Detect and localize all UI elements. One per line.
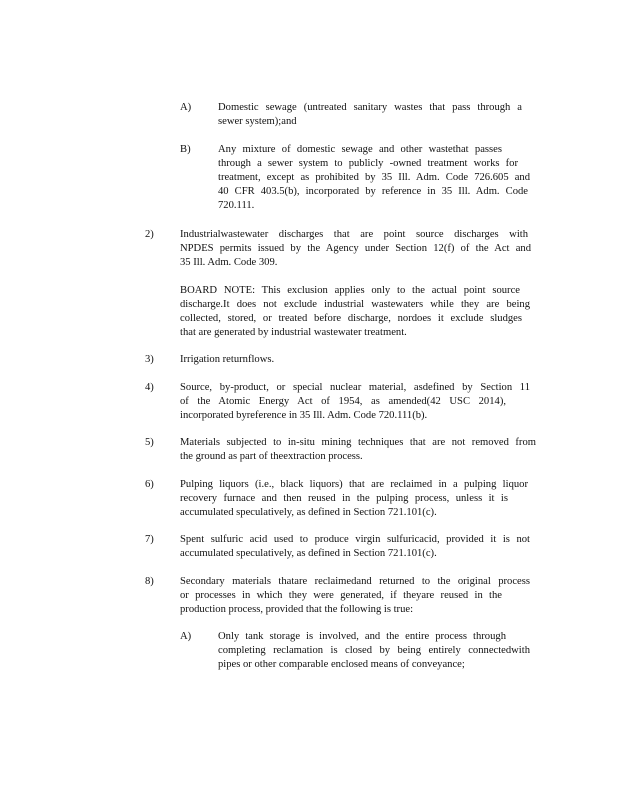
item-text: 720.111. (218, 200, 255, 211)
item-label: 4) (145, 382, 154, 393)
item-text: Irrigation returnflows. (180, 354, 275, 365)
item-label: 2) (145, 229, 154, 240)
item-text: 35 Ill. Adm. Code 309. (180, 257, 278, 268)
item-text: Domestic sewage (untreated sanitary wastes that pass through a (218, 102, 522, 113)
item-text: Materials subjected to in-situ mining techniques that are not removed from (180, 437, 536, 448)
note-text: discharge.It does not exclude industrial wastewaters while they are being (180, 299, 530, 310)
item-text: or processes in which they were generated, if theyare reused in the (180, 590, 502, 601)
item-text: accumulated speculatively, as defined in Section 721.101(c). (180, 548, 437, 559)
item-label: B) (180, 144, 191, 155)
note-text: collected, stored, or treated before discharge, nordoes it exclude sludges (180, 313, 522, 324)
item-text: of the Atomic Energy Act of 1954, as amended(42 USC 2014), (180, 396, 506, 407)
note-text: that are generated by industrial wastewater treatment. (180, 327, 407, 338)
item-label: 7) (145, 534, 154, 545)
item-label: 8) (145, 576, 154, 587)
item-text: incorporated byreference in 35 Ill. Adm. Code 720.111(b). (180, 410, 428, 421)
item-text: pipes or other comparable enclosed means of conveyance; (218, 659, 465, 670)
item-text: Secondary materials thatare reclaimedand returned to the original process (180, 576, 530, 587)
item-text: completing reclamation is closed by being entirely connectedwith (218, 645, 530, 656)
item-label: A) (180, 631, 192, 642)
item-text: Spent sulfuric acid used to produce virgin sulfuricacid, provided it is not (180, 534, 530, 545)
item-text: Only tank storage is involved, and the entire process through (218, 631, 506, 642)
item-text: production process, provided that the following is true: (180, 604, 414, 615)
item-text: sewer system);and (218, 116, 297, 127)
item-text: Pulping liquors (i.e., black liquors) that are reclaimed in a pulping liquor (180, 479, 528, 490)
item-label: A) (180, 102, 192, 113)
item-label: 6) (145, 479, 154, 490)
item-label: 3) (145, 354, 154, 365)
item-label: 5) (145, 437, 154, 448)
item-text: treatment, except as prohibited by 35 Ill. Adm. Code 726.605 and (218, 172, 530, 183)
item-text: recovery furnace and then reused in the pulping process, unless it is (180, 493, 508, 504)
item-text: Industrialwastewater discharges that are point source discharges with (180, 229, 528, 240)
item-text: accumulated speculatively, as defined in Section 721.101(c). (180, 507, 437, 518)
item-text: Any mixture of domestic sewage and other wastethat passes (218, 144, 502, 155)
item-text: NPDES permits issued by the Agency under Section 12(f) of the Act and (180, 243, 531, 254)
item-text: Source, by-product, or special nuclear material, asdefined by Section 11 (180, 382, 530, 393)
note-text: BOARD NOTE: This exclusion applies only to the actual point source (180, 285, 520, 296)
item-text: through a sewer system to publicly -owned treatment works for (218, 158, 518, 169)
item-text: the ground as part of theextraction process. (180, 451, 363, 462)
item-text: 40 CFR 403.5(b), incorporated by reference in 35 Ill. Adm. Code (218, 186, 528, 197)
